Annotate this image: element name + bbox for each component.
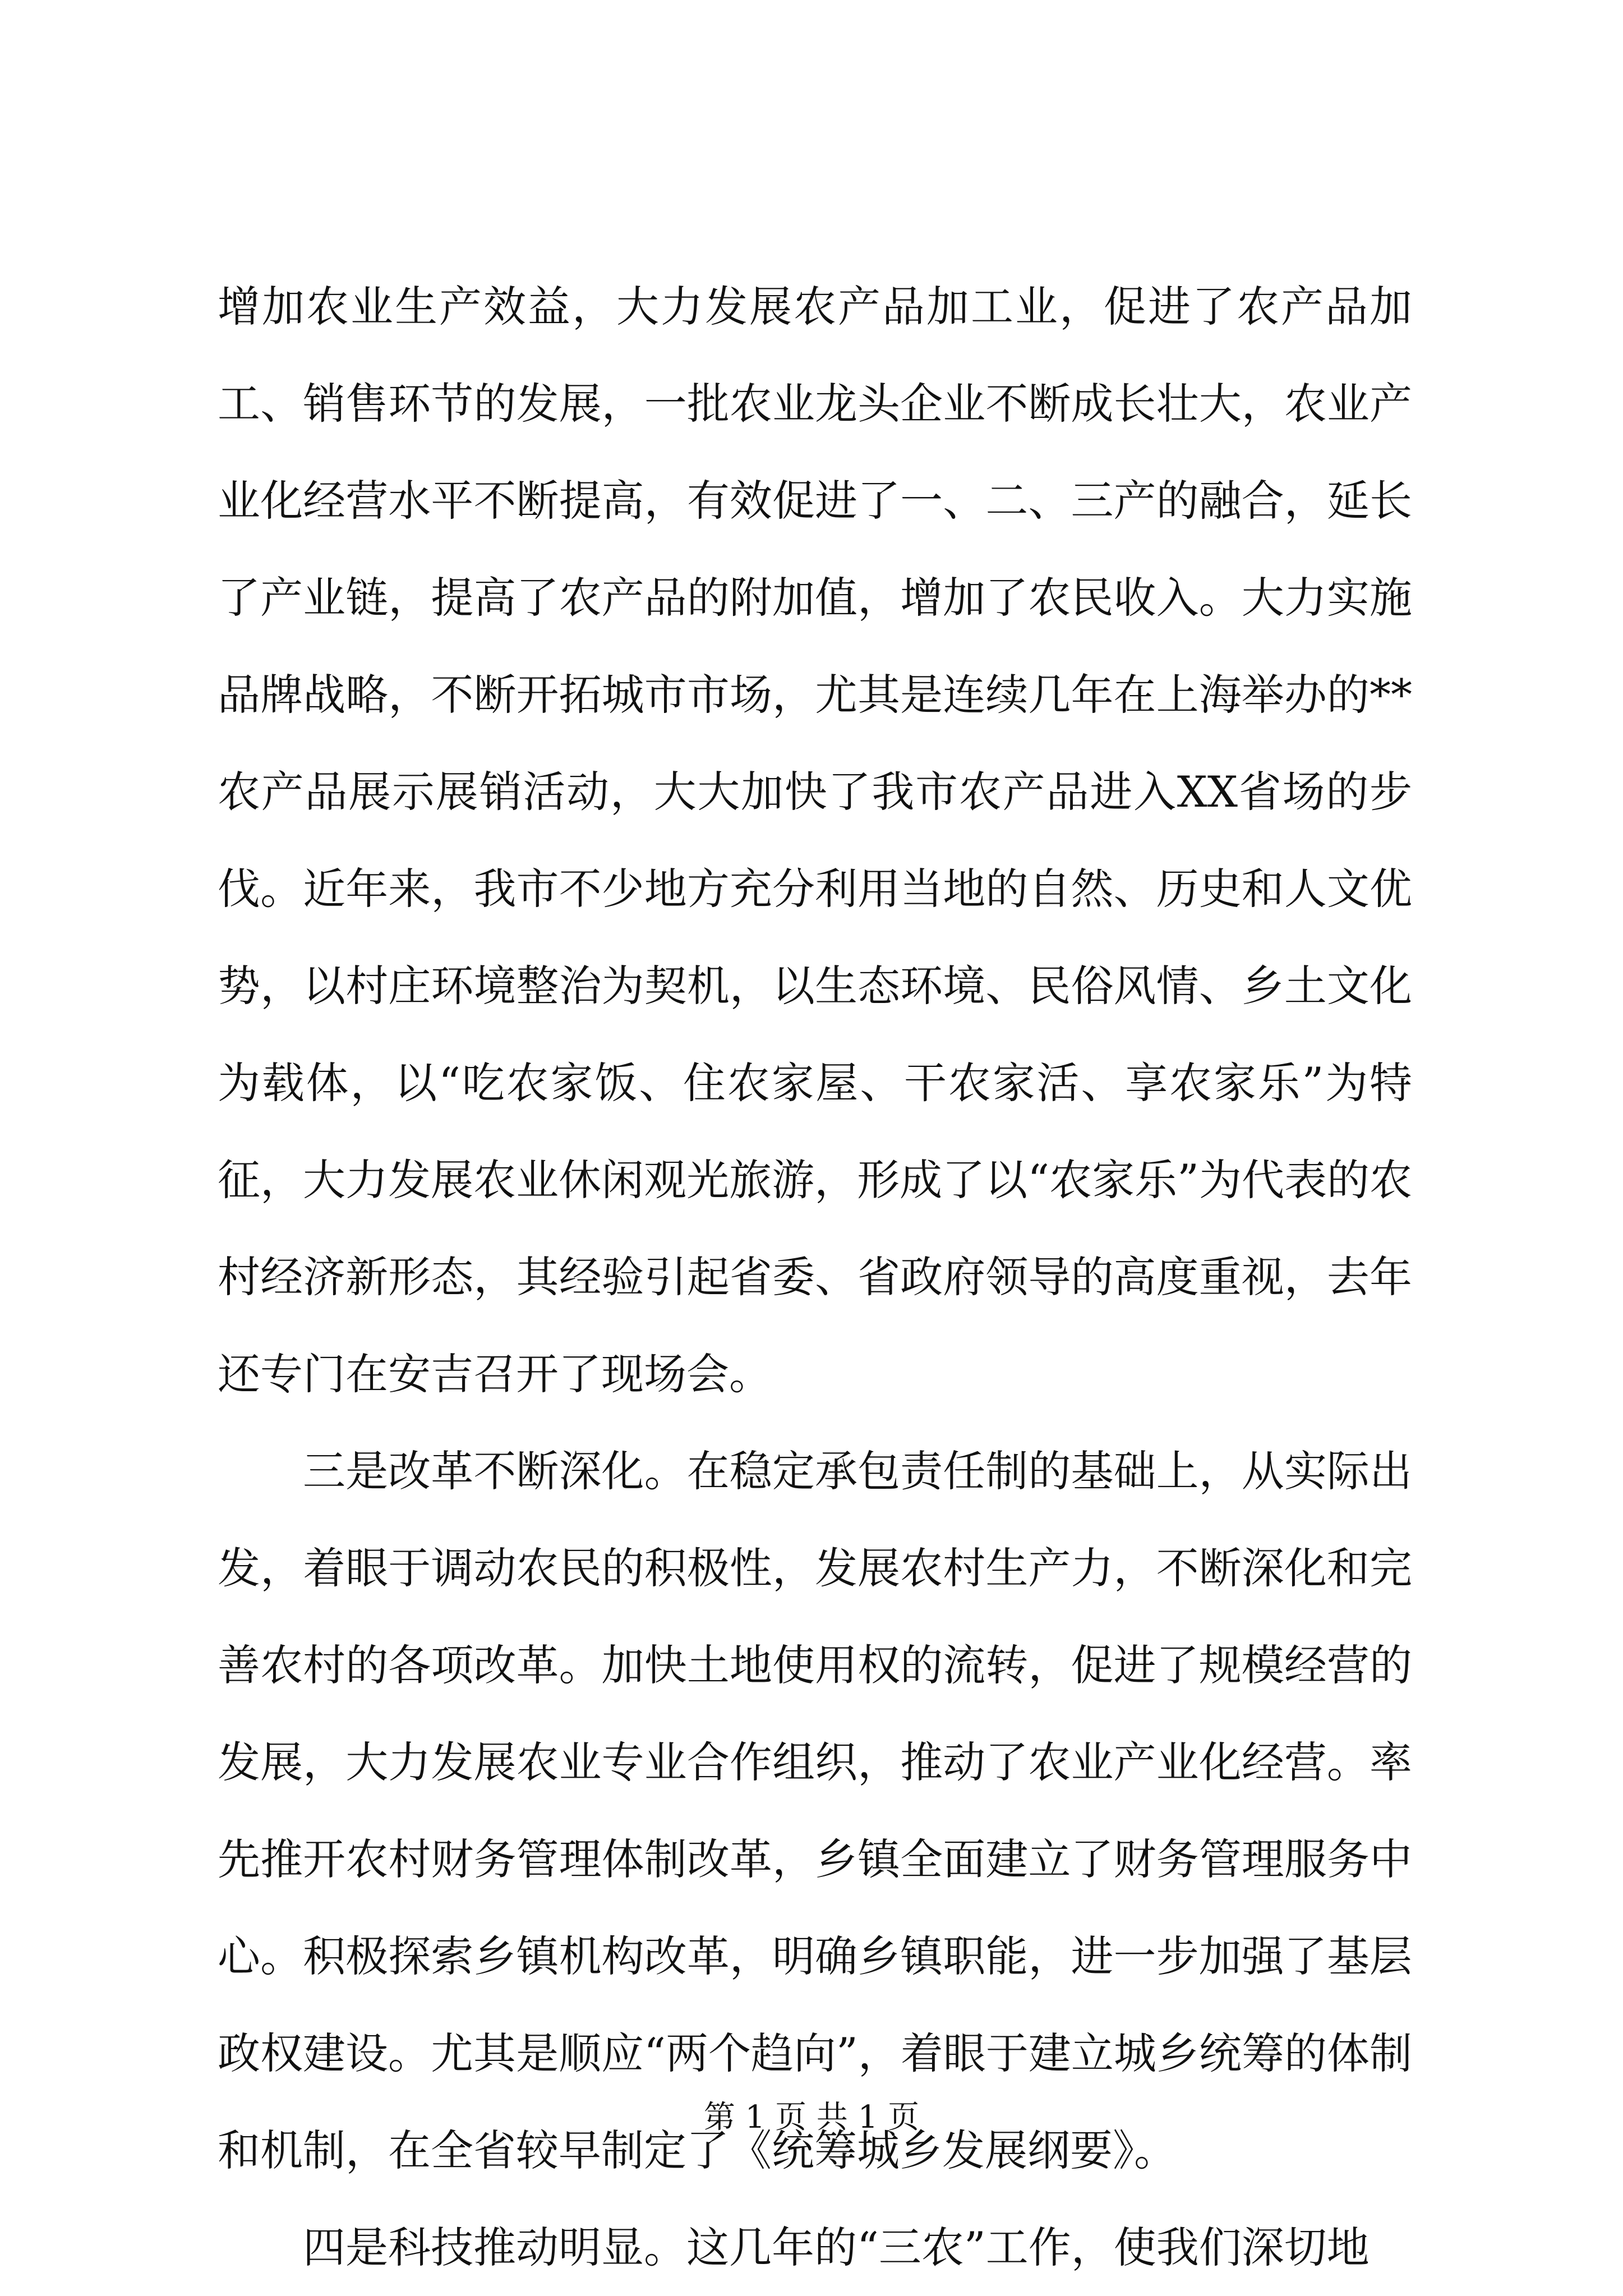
paragraph-1: 增加农业生产效益，大力发展农产品加工业，促进了农产品加工、销售环节的发展，一批农业龙头企业不断成长壮大，农业产业化经营水平不断提高，有效促进了一、二、三产的融合，延长了产业链，提高了农产品的附加值，增加了农民收入。大力实施品牌战略，不断开拓城市市场，尤其是连续几年在上海举办的**农产品展示展销活动，大大加快了我市农产品进入XX省场的步伐。近年来，我市不少地方充分利用当地的自然、历史和人文优势，以村庄环境整治为契机，以生态环境、民俗风情、乡土文化为载体，以“吃农家饭、住农家屋、干农家活、享农家乐”为特征，大力发展农业休闲观光旅游，形成了以“农家乐”为代表的农村经济新形态，其经验引起省委、省政府领导的高度重视，去年还专门在安吉召开了现场会。 (218, 282, 1412, 1399)
page-footer: 第 1 页 共 1 页 (703, 2099, 920, 2136)
document-body (218, 258, 1412, 2296)
paragraph-3: 四是科技推动明显。这几年的“三农”工作，使我们深切地 (303, 2223, 1370, 2272)
paragraph-2: 三是改革不断深化。在稳定承包责任制的基础上，从实际出发，着眼于调动农民的积极性，发展农村生产力，不断深化和完善农村的各项改革。加快土地使用权的流转，促进了规模经营的发展，大力发展农业专业合作组织，推动了农业产业化经营。率先推开农村财务管理体制改革，乡镇全面建立了财务管理服务中心。积极探索乡镇机构改革，明确乡镇职能，进一步加强了基层政权建设。尤其是顺应“两个趋向”，着眼于建立城乡统筹的体制和机制，在全省较早制定了《统筹城乡发展纲要》。 (218, 1446, 1412, 2175)
